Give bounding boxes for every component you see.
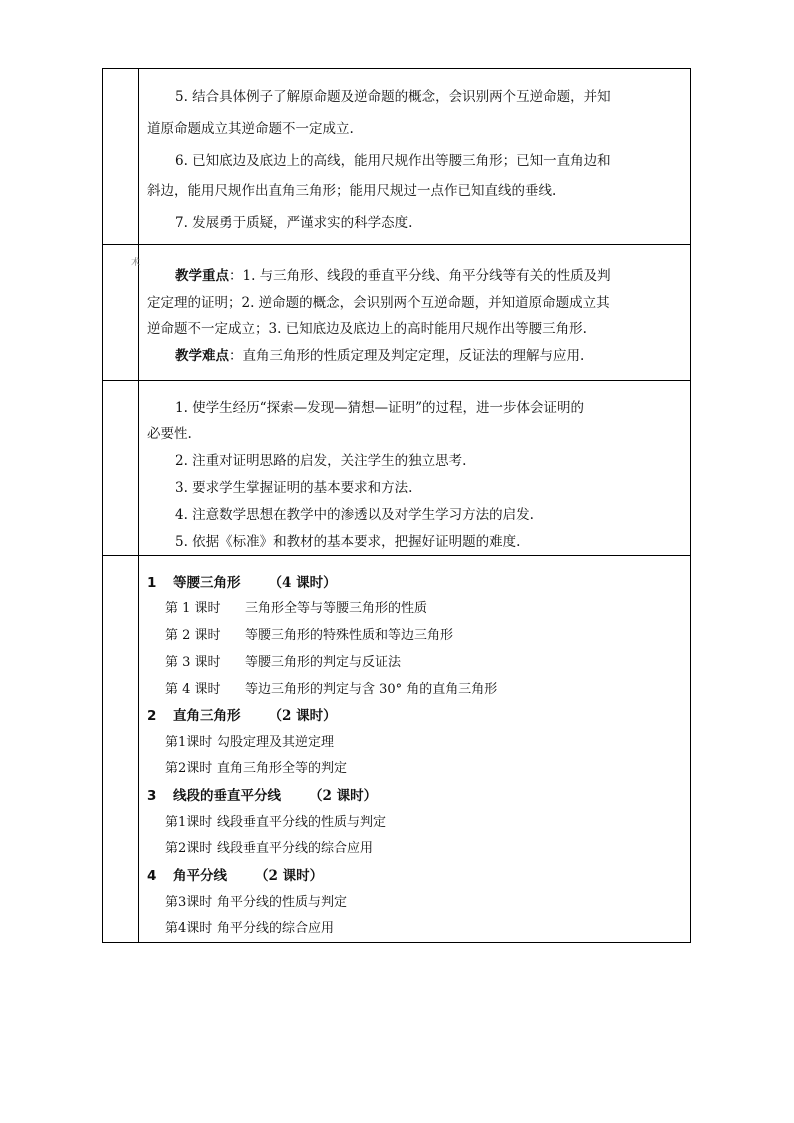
difficult-points-line	[147, 344, 680, 364]
lesson-label: 第2课时	[165, 761, 213, 776]
difficult-points-text: ：直角三角形的性质定理及判定定理，反证法的理解与应用.	[229, 348, 585, 364]
lesson-title: 等腰三角形的特殊性质和等边三角形	[245, 628, 454, 643]
lesson-label: 第1课时	[165, 735, 213, 750]
column-divider	[138, 69, 139, 942]
lesson-label: 第 2 课时	[165, 628, 221, 643]
lesson-row	[165, 651, 680, 670]
lesson-row	[165, 624, 680, 643]
key-points-cell	[147, 244, 680, 380]
key-points-line1	[147, 264, 680, 284]
lesson-label: 第2课时	[165, 841, 213, 856]
lesson-label: 第 4 课时	[165, 682, 221, 697]
lesson-row	[165, 837, 680, 856]
lesson-title: 勾股定理及其逆定理	[217, 735, 335, 750]
chapter-title: 线段的垂直平分线	[173, 788, 281, 804]
schedule-cell	[147, 555, 680, 944]
lesson-label: 第 1 课时	[165, 601, 221, 616]
key-points-line2: 定定理的证明；2. 逆命题的概念，会识别两个互逆命题，并知道原命题成立其	[147, 295, 610, 311]
chapter-number: 4	[147, 868, 157, 884]
objective-6-line1: 6. 已知底边及底边上的高线，能用尺规作出等腰三角形；已知一直角边和	[175, 153, 611, 169]
chapter-number: 3	[147, 788, 157, 804]
suggestion-1-line2: 必要性.	[147, 426, 192, 442]
lesson-row	[165, 678, 680, 697]
suggestion-2: 2. 注重对证明思路的启发，关注学生的独立思考.	[175, 453, 467, 469]
lesson-title: 等腰三角形的判定与反证法	[245, 655, 402, 670]
objective-5-line2: 道原命题成立其逆命题不一定成立.	[147, 121, 354, 137]
lesson-row	[165, 731, 680, 750]
key-points-line3: 逆命题不一定成立；3. 已知底边及底边上的高时能用尺规作出等腰三角形.	[147, 321, 587, 337]
lesson-title: 三角形全等与等腰三角形的性质	[245, 601, 428, 616]
chapter-4-heading	[147, 864, 680, 884]
lesson-row	[165, 811, 680, 830]
chapter-title: 直角三角形	[173, 708, 241, 724]
lesson-title: 角平分线的综合应用	[217, 921, 335, 936]
lesson-title: 直角三角形全等的判定	[217, 761, 348, 776]
suggestion-5: 5. 依据《标准》和教材的基本要求，把握好证明题的难度.	[175, 534, 521, 550]
lesson-row	[165, 891, 680, 910]
chapter-hours: （4 课时）	[268, 575, 337, 591]
lesson-label: 第3课时	[165, 895, 213, 910]
chapter-number: 2	[147, 708, 157, 724]
objective-6-line2: 斜边，能用尺规作出直角三角形；能用尺规过一点作已知直线的垂线.	[147, 183, 557, 199]
lesson-title: 角平分线的性质与判定	[217, 895, 348, 910]
lesson-row	[165, 757, 680, 776]
stray-mark: 术	[131, 258, 141, 268]
chapter-hours: （2 课时）	[255, 868, 324, 884]
chapter-hours: （2 课时）	[268, 708, 337, 724]
chapter-number: 1	[147, 575, 157, 591]
suggestion-1-line1: 1. 使学生经历“探索—发现—猜想—证明”的过程，进一步体会证明的	[175, 400, 584, 416]
lesson-label: 第1课时	[165, 815, 213, 830]
lesson-title: 线段垂直平分线的综合应用	[217, 841, 374, 856]
chapter-1-heading	[147, 571, 680, 591]
objective-7: 7. 发展勇于质疑，严谨求实的科学态度.	[175, 215, 413, 231]
chapter-title: 等腰三角形	[173, 575, 241, 591]
lesson-title: 等边三角形的判定与含 30° 角的直角三角形	[245, 682, 498, 697]
difficult-points-label: 教学难点	[175, 348, 229, 364]
suggestions-cell	[147, 380, 680, 555]
lesson-title: 线段垂直平分线的性质与判定	[217, 815, 387, 830]
lesson-row	[165, 917, 680, 936]
lesson-plan-table	[102, 68, 691, 943]
lesson-label: 第4课时	[165, 921, 213, 936]
chapter-hours: （2 课时）	[309, 788, 378, 804]
key-points-text: ：1. 与三角形、线段的垂直平分线、角平分线等有关的性质及判	[229, 268, 611, 284]
key-points-label: 教学重点	[175, 268, 229, 284]
chapter-2-heading	[147, 704, 680, 724]
objective-5-line1: 5. 结合具体例子了解原命题及逆命题的概念，会识别两个互逆命题，并知	[175, 89, 611, 105]
suggestion-4: 4. 注意数学思想在教学中的渗透以及对学生学习方法的启发.	[175, 507, 534, 523]
lesson-row	[165, 597, 680, 616]
objectives-cell	[147, 69, 680, 244]
suggestion-3: 3. 要求学生掌握证明的基本要求和方法.	[175, 480, 413, 496]
lesson-label: 第 3 课时	[165, 655, 221, 670]
chapter-title: 角平分线	[173, 868, 227, 884]
chapter-3-heading	[147, 784, 680, 804]
